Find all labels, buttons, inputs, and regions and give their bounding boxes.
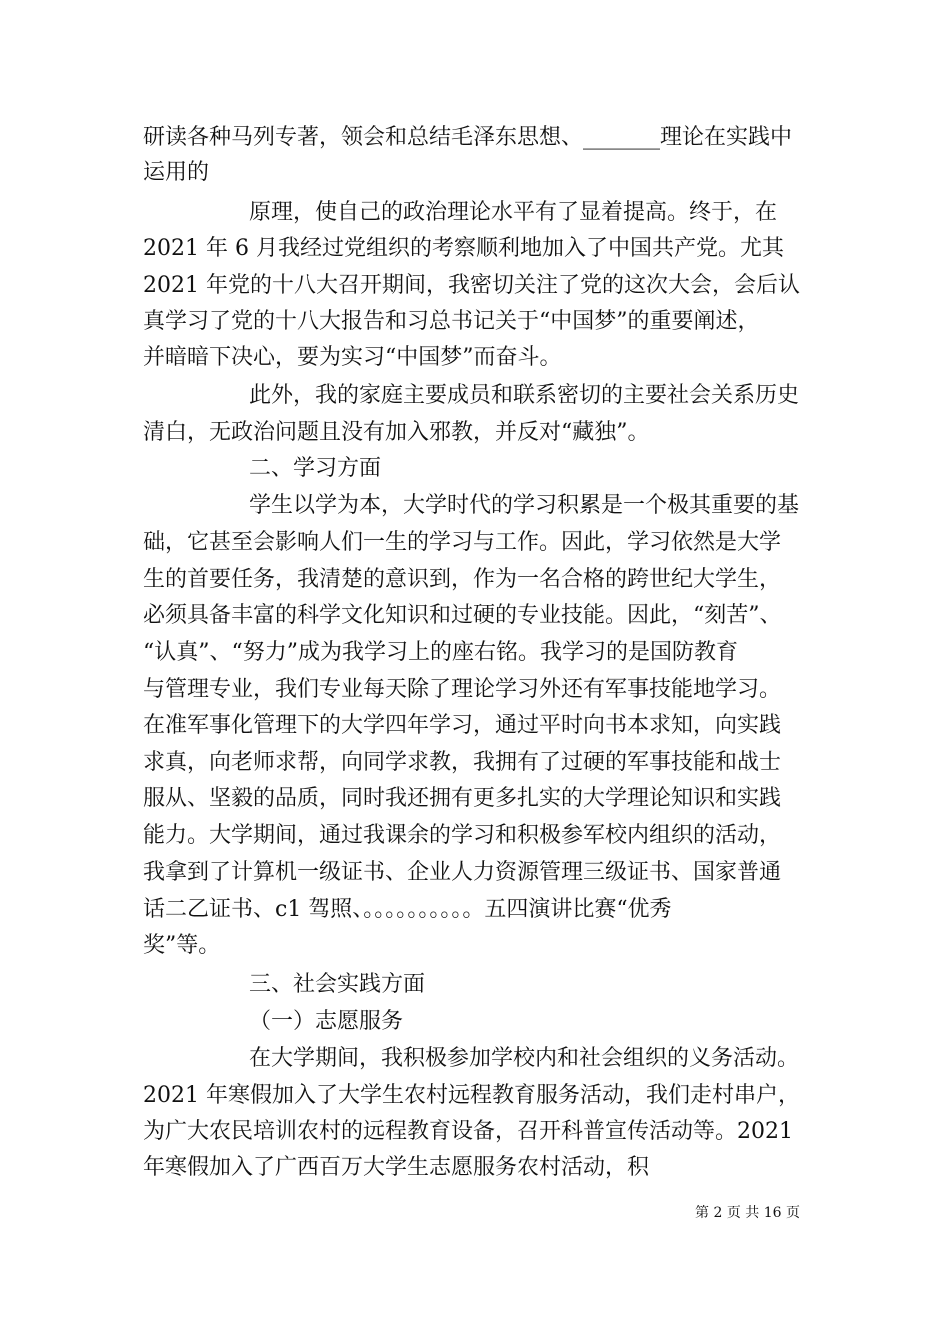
text-line: 研读各种马列专著，领会和总结毛泽东思想、_______理论在实践中 bbox=[143, 125, 793, 150]
text-line: 原理，使自己的政治理论水平有了显着提高。终于，在 bbox=[249, 200, 778, 225]
text-line: 必须具备丰富的科学文化知识和过硬的专业技能。因此，“刻苦”、 bbox=[143, 603, 782, 628]
page-number: 第 2 页 共 16 页 bbox=[695, 1205, 800, 1221]
text-line: 能力。大学期间，通过我课余的学习和积极参军校内组织的活动， bbox=[143, 823, 782, 848]
text-line: 我拿到了计算机一级证书、企业人力资源管理三级证书、国家普通 bbox=[143, 860, 782, 885]
text-line: 清白，无政治问题且没有加入邪教，并反对“藏独”。 bbox=[143, 420, 650, 445]
text-line: 运用的 bbox=[143, 160, 210, 185]
text-line: 2021 年党的十八大召开期间，我密切关注了党的这次大会，会后认 bbox=[143, 273, 800, 298]
text-line: 在大学期间，我积极参加学校内和社会组织的义务活动。 bbox=[249, 1046, 800, 1071]
text-line: 话二乙证书、c1 驾照、。。。。。。。。。。五四演讲比赛“优秀 bbox=[143, 897, 672, 922]
text-line: 年寒假加入了广西百万大学生志愿服务农村活动，积 bbox=[143, 1155, 650, 1180]
text-line: 础，它甚至会影响人们一生的学习与工作。因此，学习依然是大学 bbox=[143, 530, 782, 555]
text-line: 服从、坚毅的品质，同时我还拥有更多扎实的大学理论知识和实践 bbox=[143, 786, 782, 811]
text-line: 此外，我的家庭主要成员和联系密切的主要社会关系历史 bbox=[249, 383, 800, 408]
text-line: 2021 年 6 月我经过党组织的考察顺利地加入了中国共产党。尤其 bbox=[143, 236, 784, 261]
text-line: 奖”等。 bbox=[143, 933, 221, 958]
subsection-heading: （一）志愿服务 bbox=[249, 1009, 404, 1034]
text-line: 2021 年寒假加入了大学生农村远程教育服务活动，我们走村串户， bbox=[143, 1083, 800, 1108]
text-line: 并暗暗下决心，要为实习“中国梦”而奋斗。 bbox=[143, 345, 562, 370]
text-line: 求真，向老师求帮，向同学求教，我拥有了过硬的军事技能和战士 bbox=[143, 750, 782, 775]
section-heading: 二、学习方面 bbox=[249, 456, 382, 481]
text-line: “认真”、“努力”成为我学习上的座右铭。我学习的是国防教育 bbox=[143, 640, 738, 665]
text-line: 学生以学为本，大学时代的学习积累是一个极其重要的基 bbox=[249, 493, 800, 518]
section-heading: 三、社会实践方面 bbox=[249, 972, 426, 997]
text-line: 为广大农民培训农村的远程教育设备，召开科普宣传活动等。2021 bbox=[143, 1119, 793, 1144]
text-line: 真学习了党的十八大报告和习总书记关于“中国梦”的重要阐述， bbox=[143, 309, 760, 334]
text-line: 在准军事化管理下的大学四年学习，通过平时向书本求知，向实践 bbox=[143, 713, 782, 738]
text-line: 生的首要任务，我清楚的意识到，作为一名合格的跨世纪大学生， bbox=[143, 567, 782, 592]
text-line: 与管理专业，我们专业每天除了理论学习外还有军事技能地学习。 bbox=[143, 677, 782, 702]
